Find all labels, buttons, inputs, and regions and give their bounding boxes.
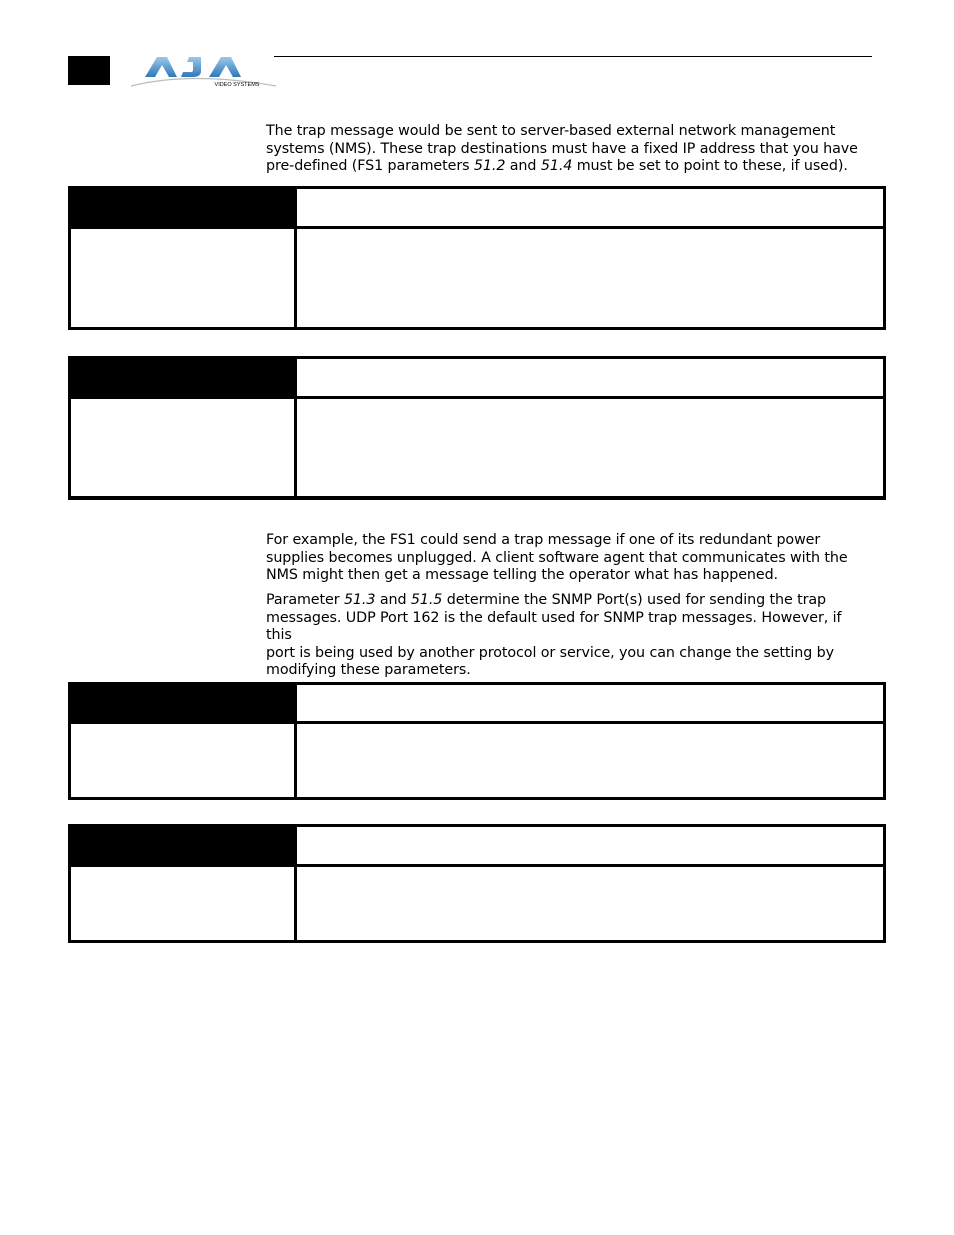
column-divider (294, 359, 297, 496)
parameter-table-1 (68, 186, 886, 330)
column-divider (294, 827, 297, 940)
port-paragraph: Parameter 51.3 and 51.5 determine the SNMP Port(s) used for sending the trap messages. UDP Port 162 is the default used for SNMP trap messages. However, if this port is being used by another protocol or service, you can change the setting by modifying these parameters. (266, 592, 842, 678)
parameter-table-2 (68, 356, 886, 499)
aja-logo (131, 55, 276, 89)
parameter-table-header (71, 685, 883, 724)
example-paragraph: For example, the FS1 could send a trap message if one of its redundant power supplies becomes unplugged. A client software agent that communicates with the NMS might then get a message telling the operator what has happened. (266, 532, 848, 583)
header-rule (274, 56, 872, 57)
parameter-table-header (71, 359, 883, 399)
parameter-name-cell (71, 685, 294, 721)
intro-paragraph: The trap message would be sent to server-based external network management systems (NMS). These trap destinations must have a fixed IP address that you have pre-defined (FS1 parameters 51.2 and 51.4 must be set to point to these, if used). (266, 123, 858, 174)
logo-subtext: VIDEO SYSTEMS (214, 82, 260, 88)
parameter-name-cell (71, 189, 294, 226)
column-divider (294, 685, 297, 797)
parameter-table-header (71, 189, 883, 229)
page-number-tab (68, 56, 110, 85)
parameter-table-header (71, 827, 883, 867)
section-rule (68, 498, 886, 500)
parameter-name-cell (71, 359, 294, 396)
parameter-table-3 (68, 682, 886, 800)
parameter-name-cell (71, 827, 294, 864)
column-divider (294, 189, 297, 327)
parameter-table-4 (68, 824, 886, 943)
